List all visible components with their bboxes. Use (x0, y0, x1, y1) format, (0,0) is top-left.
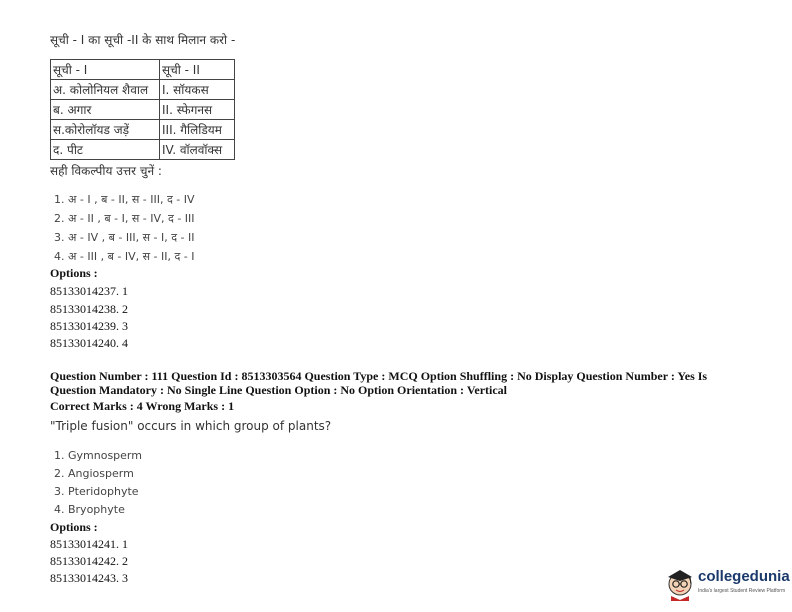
option-id: 85133014243. 3 (50, 571, 128, 585)
table-cell: द. पीट (51, 140, 160, 160)
choice-item: 2. Angiosperm (54, 467, 134, 480)
option-id: 85133014238. 2 (50, 302, 128, 316)
table-cell: ब. अगार (51, 100, 160, 120)
choice-item: 1. Gymnosperm (54, 449, 142, 462)
table-cell: IV. वॉलवॉक्स (160, 140, 235, 160)
option-id: 85133014240. 4 (50, 336, 128, 350)
option-id: 85133014242. 2 (50, 554, 128, 568)
table-row (51, 120, 235, 140)
meta-line: Question Mandatory : No Single Line Question Option : No Option Orientation : Vertical (50, 383, 508, 397)
table-cell: I. सॉयकस (160, 80, 235, 100)
meta-line: Question Number : 111 Question Id : 8513303564 Question Type : MCQ Option Shuffling : No Display Question Number : Yes Is (50, 369, 708, 383)
options-label: Options : (50, 520, 98, 534)
table-row (51, 80, 235, 100)
option-id: 85133014237. 1 (50, 284, 128, 298)
mascot-icon (664, 566, 696, 602)
table-row (51, 60, 235, 80)
logo-wordmark: collegedunia (698, 568, 790, 585)
question-110-prompt: सूची - I का सूची -II के साथ मिलान करो - (50, 33, 236, 47)
option-id: 85133014241. 1 (50, 537, 128, 551)
choice-item: 3. अ - IV , ब - III, स - I, द - II (54, 231, 195, 244)
option-id: 85133014239. 3 (50, 319, 128, 333)
match-table (50, 59, 235, 160)
logo-tagline: India's largest Student Review Platform (698, 588, 786, 594)
table-cell: सूची - I (51, 60, 160, 80)
table-row (51, 140, 235, 160)
collegedunia-logo (664, 566, 788, 606)
choice-item: 4. अ - III , ब - IV, स - II, द - I (54, 250, 195, 263)
question-111-meta (50, 369, 730, 413)
table-cell: II. स्फेगनस (160, 100, 235, 120)
options-label: Options : (50, 266, 98, 280)
marks-line: Correct Marks : 4 Wrong Marks : 1 (50, 399, 235, 413)
table-cell: सूची - II (160, 60, 235, 80)
question-111-text: "Triple fusion" occurs in which group of plants? (50, 419, 332, 433)
question-110-instruction: सही विकल्पीय उत्तर चुनें : (50, 164, 162, 178)
table-row (51, 100, 235, 120)
choice-item: 4. Bryophyte (54, 503, 125, 516)
table-cell: अ. कोलोनियल शैवाल (51, 80, 160, 100)
choice-item: 3. Pteridophyte (54, 485, 139, 498)
choice-item: 1. अ - I , ब - II, स - III, द - IV (54, 193, 195, 206)
choice-item: 2. अ - II , ब - I, स - IV, द - III (54, 212, 195, 225)
table-cell: स.कोरोलॉयड जड़ें (51, 120, 160, 140)
table-cell: III. गैलिडियम (160, 120, 235, 140)
